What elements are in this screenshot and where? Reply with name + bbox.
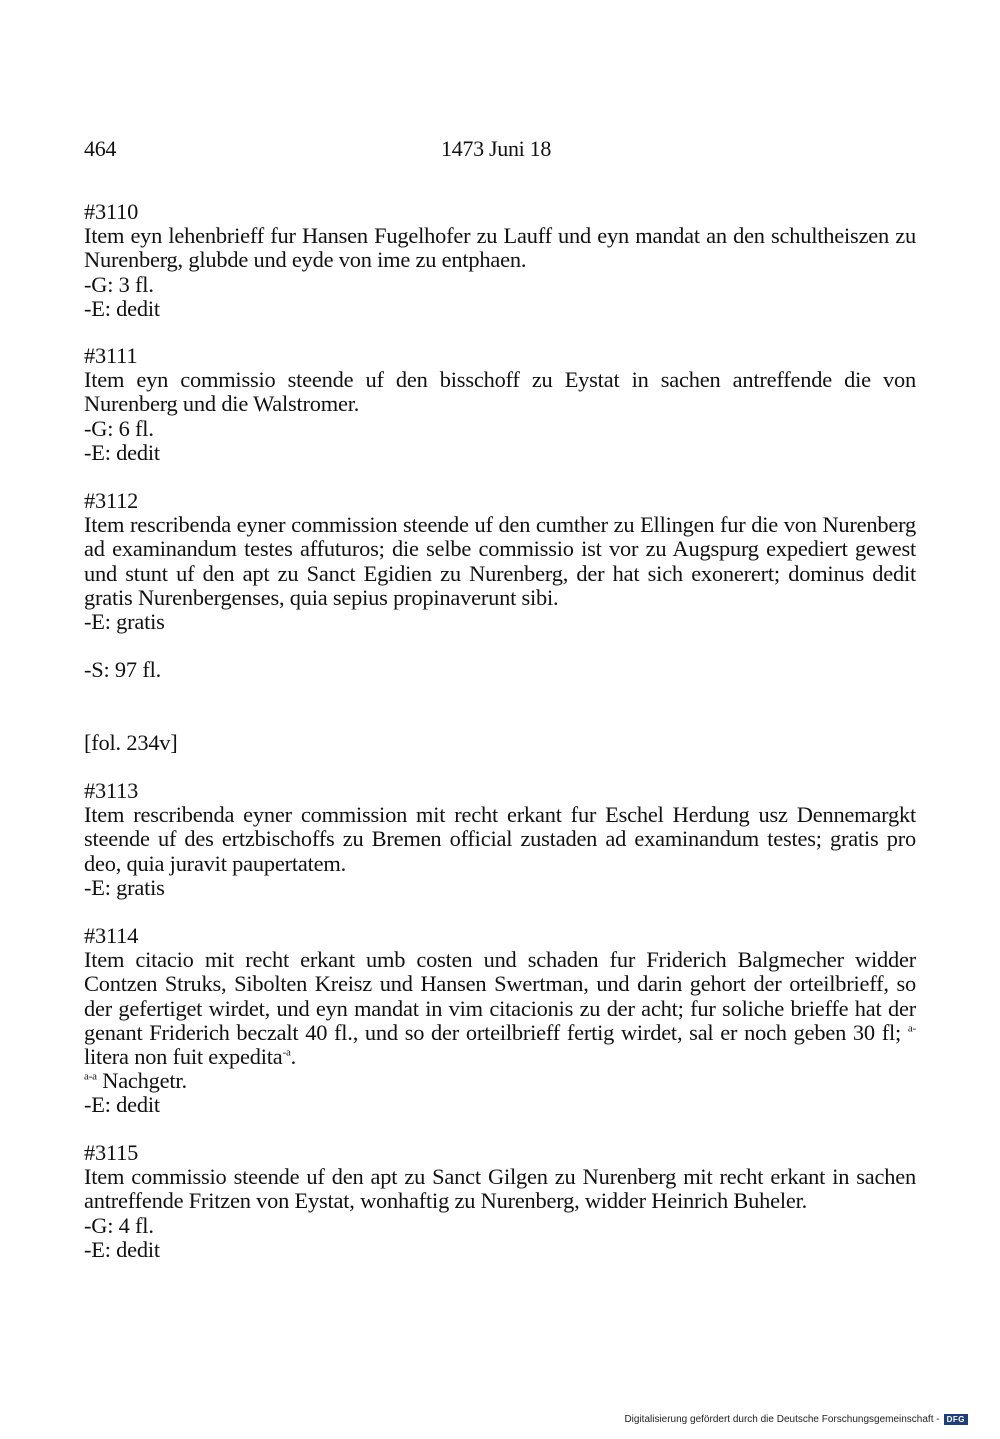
- fee-line: -G: 4 fl.: [84, 1212, 154, 1238]
- entry-id: #3111: [84, 343, 138, 368]
- folio-marker: [84, 731, 916, 755]
- entry-id: #3113: [84, 778, 139, 803]
- entry-text: Item rescribenda eyner commission mit recht erkant fur Eschel Herdung usz Dennemargkt steende uf des ertzbischoffs zu Bremen official zustaden ad examinandum testes; gratis pro deo, quia juravit paupertatem.: [84, 802, 916, 876]
- entry-text-main: Item citacio mit recht erkant umb costen und schaden fur Friderich Balgmecher widder Contzen Struks, Sibolten Kreisz und Hansen Swertman, und darin gehort der orteilbrieff, so der gefertiget wirdet, und eyn mandat in vim citacionis zu der acht; fur soliche brieffe hat der genant Friderich beczalt 40 fl., und so der orteilbrieff fertig wirdet, sal er noch geben 30 fl;: [84, 947, 916, 1045]
- entry-id: #3115: [84, 1140, 139, 1165]
- fee-line: -G: 3 fl.: [84, 271, 154, 297]
- entry-3112: [84, 489, 916, 634]
- fee-line: -E: gratis: [84, 874, 165, 900]
- footnote-mark-close: -a: [282, 1046, 291, 1059]
- entry-text-end: .: [290, 1044, 297, 1070]
- fee-line: -G: 6 fl.: [84, 415, 154, 441]
- entry-3113: [84, 779, 916, 900]
- sum-text: -S: 97 fl.: [84, 657, 161, 682]
- fee-line: -E: dedit: [84, 1092, 160, 1118]
- entry-id: #3114: [84, 923, 139, 948]
- fee-line: -E: dedit: [84, 1236, 160, 1262]
- page-number: 464: [84, 136, 117, 161]
- entry-id: #3110: [84, 199, 139, 224]
- entry-3111: [84, 344, 916, 465]
- footnote-mark: a-a: [84, 1070, 97, 1083]
- entry-3114: [84, 924, 916, 1118]
- entry-3110: [84, 200, 916, 321]
- footnote-mark-open: a-: [907, 1022, 916, 1035]
- entry-text: Item commissio steende uf den apt zu Sanct Gilgen zu Nurenberg mit recht erkant in sachen antreffende Fritzen von Eystat, wonhaftig zu Nurenberg, widder Heinrich Buheler.: [84, 1164, 916, 1214]
- entry-text: Item eyn commissio steende uf den bisschoff zu Eystat in sachen antreffende die von Nurenberg und die Walstromer.: [84, 367, 916, 417]
- sum-line: [84, 658, 916, 682]
- entry-text: Item eyn lehenbrieff fur Hansen Fugelhofer zu Lauff und eyn mandat an den schultheiszen zu Nurenberg, glubde und eyde von ime zu entphaen.: [84, 223, 916, 273]
- fee-line: -E: dedit: [84, 295, 160, 321]
- folio-text: [fol. 234v]: [84, 730, 178, 755]
- footnote-text: Nachgetr.: [96, 1068, 187, 1094]
- digitization-footer: [624, 1414, 968, 1425]
- fee-line: -E: gratis: [84, 609, 165, 635]
- entry-3115: [84, 1141, 916, 1262]
- dfg-logo-icon: DFG: [944, 1414, 968, 1425]
- footnote-line: [84, 1069, 916, 1093]
- fee-line: -E: dedit: [84, 439, 160, 465]
- entry-text: [84, 948, 916, 1069]
- entry-text: Item rescribenda eyner commission steende uf den cumther zu Ellingen fur die von Nurenberg ad examinandum testes affuturos; die selbe commissio ist vor zu Augspurg expediert gewest und stunt uf den apt zu Sanct Egidien zu Nurenberg, der hat sich exonerert; dominus dedit gratis Nurenbergenses, quia sepius propinaverunt sibi.: [84, 512, 916, 610]
- running-header: 1473 Juni 18: [441, 136, 552, 161]
- entry-id: #3112: [84, 488, 139, 513]
- footer-text: Digitalisierung gefördert durch die Deutsche Forschungsgemeinschaft -: [624, 1414, 940, 1425]
- inserted-text: litera non fuit expedita: [84, 1044, 283, 1070]
